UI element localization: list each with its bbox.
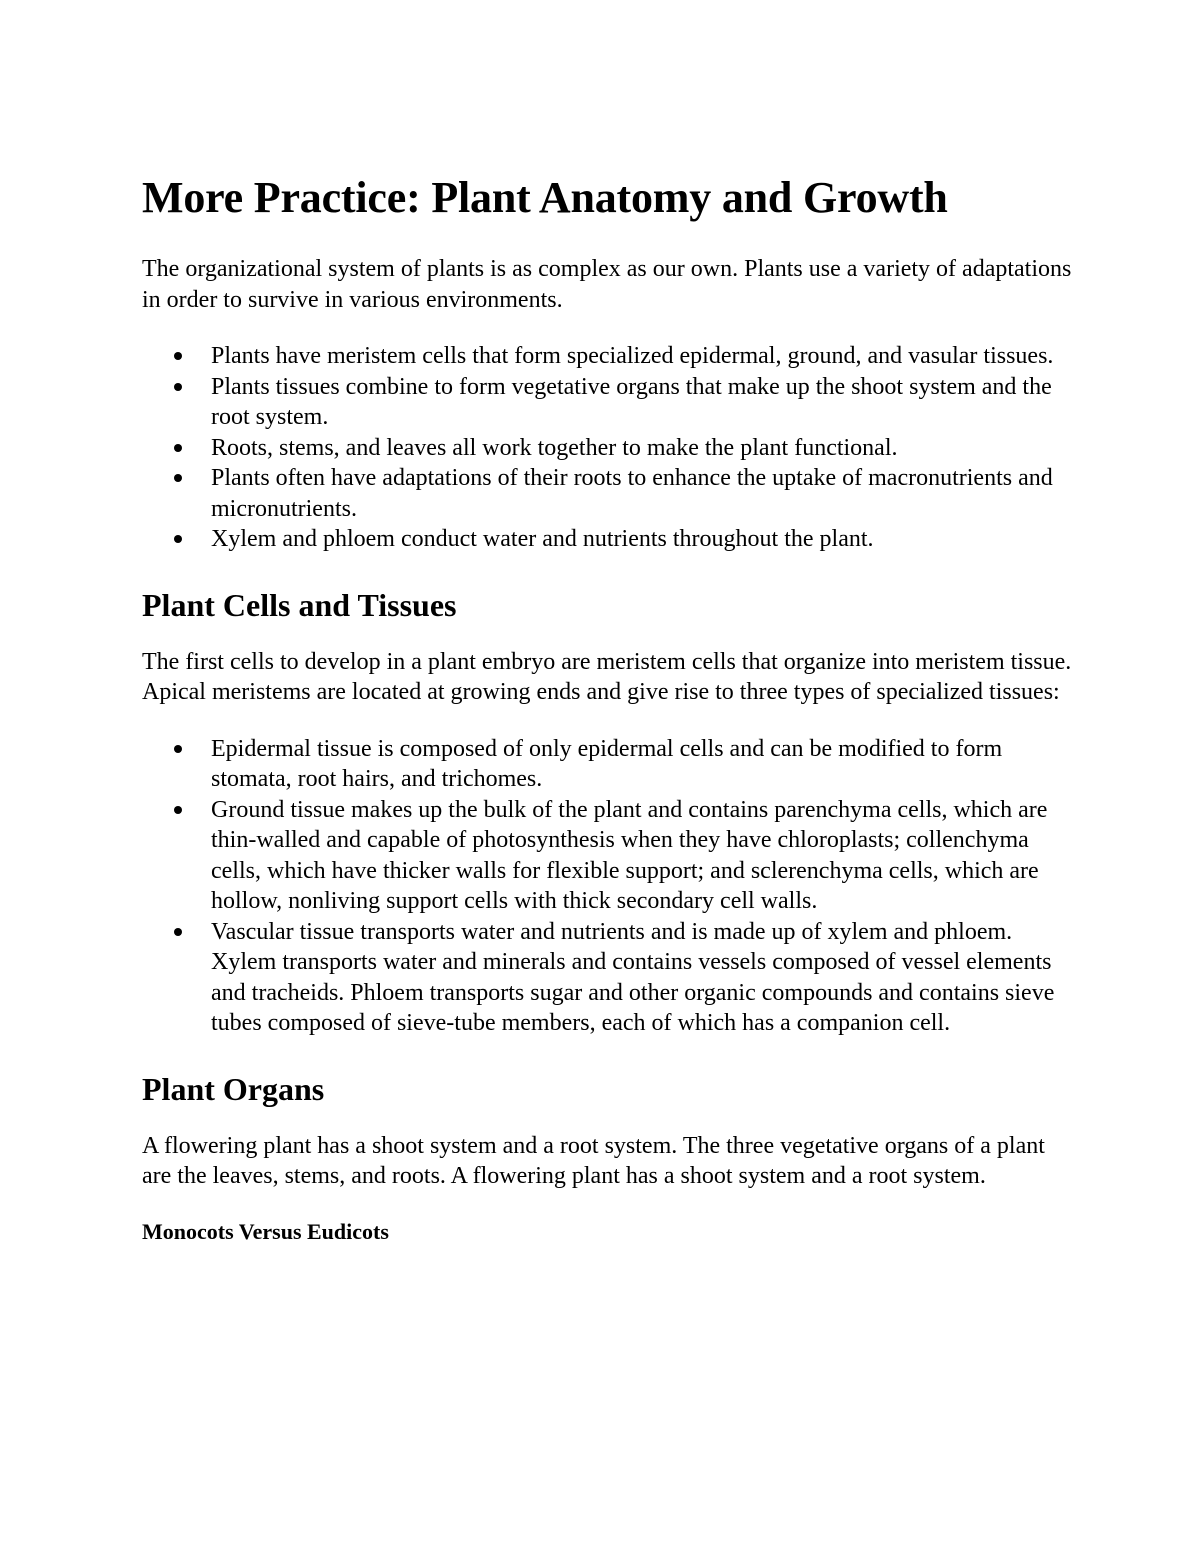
bullet-icon	[174, 806, 182, 814]
bullet-icon	[174, 474, 182, 482]
intro-bullet-list	[142, 341, 1072, 555]
list-item-text: Roots, stems, and leaves all work together to make the plant functional.	[211, 434, 898, 461]
bullet-icon	[174, 444, 182, 452]
subheading-monocots-eudicots: Monocots Versus Eudicots	[142, 1218, 389, 1244]
tissue-bullet-list	[142, 734, 1072, 1039]
list-item-text: Ground tissue makes up the bulk of the plant and contains parenchyma cells, which are thin-walled and capable of photosynthesis when they have chloroplasts; collenchyma cells, which have thicker walls for flexible support; and sclerenchyma cells, which are hollow, nonliving support cells with thick secondary cell walls.	[211, 796, 1048, 914]
bullet-icon	[174, 352, 182, 360]
intro-paragraph: The organizational system of plants is as complex as our own. Plants use a variety of adaptations in order to survive in various environments.	[142, 256, 1072, 313]
list-item-text: Vascular tissue transports water and nutrients and is made up of xylem and phloem. Xylem transports water and minerals and contains vessels composed of vessel elements and tracheids. Phloem transports sugar and other organic compounds and contains sieve tubes composed of sieve-tube members, each of which has a companion cell.	[211, 918, 1055, 1036]
bullet-icon	[174, 383, 182, 391]
list-item-text: Epidermal tissue is composed of only epidermal cells and can be modified to form stomata, root hairs, and trichomes.	[211, 735, 1003, 792]
list-item	[211, 524, 1072, 555]
list-item-text: Plants often have adaptations of their roots to enhance the uptake of macronutrients and micronutrients.	[211, 465, 1053, 522]
list-item	[211, 795, 1072, 917]
section-heading-plant-cells: Plant Cells and Tissues	[142, 586, 457, 623]
section-paragraph-plant-cells: The first cells to develop in a plant embryo are meristem cells that organize into meristem tissue. Apical meristems are located at growing ends and give rise to three types of specialized tissues:	[142, 648, 1072, 705]
list-item	[211, 433, 1072, 464]
bullet-icon	[174, 535, 182, 543]
section-heading-plant-organs: Plant Organs	[142, 1070, 325, 1107]
list-item	[211, 372, 1072, 433]
bullet-icon	[174, 745, 182, 753]
document-content	[142, 170, 1072, 1247]
list-item-text: Plants tissues combine to form vegetative organs that make up the shoot system and the root system.	[211, 373, 1052, 430]
bullet-icon	[174, 928, 182, 936]
list-item-text: Xylem and phloem conduct water and nutrients throughout the plant.	[211, 526, 874, 552]
list-item-text: Plants have meristem cells that form specialized epidermal, ground, and vasular tissues.	[211, 343, 1054, 369]
list-item	[211, 341, 1072, 372]
list-item	[211, 734, 1072, 795]
list-item	[211, 917, 1072, 1039]
list-item	[211, 463, 1072, 524]
page-title: More Practice: Plant Anatomy and Growth	[142, 173, 948, 222]
section-paragraph-plant-organs: A flowering plant has a shoot system and a root system. The three vegetative organs of a plant are the leaves, stems, and roots. A flowering plant has a shoot system and a root system.	[142, 1132, 1045, 1189]
